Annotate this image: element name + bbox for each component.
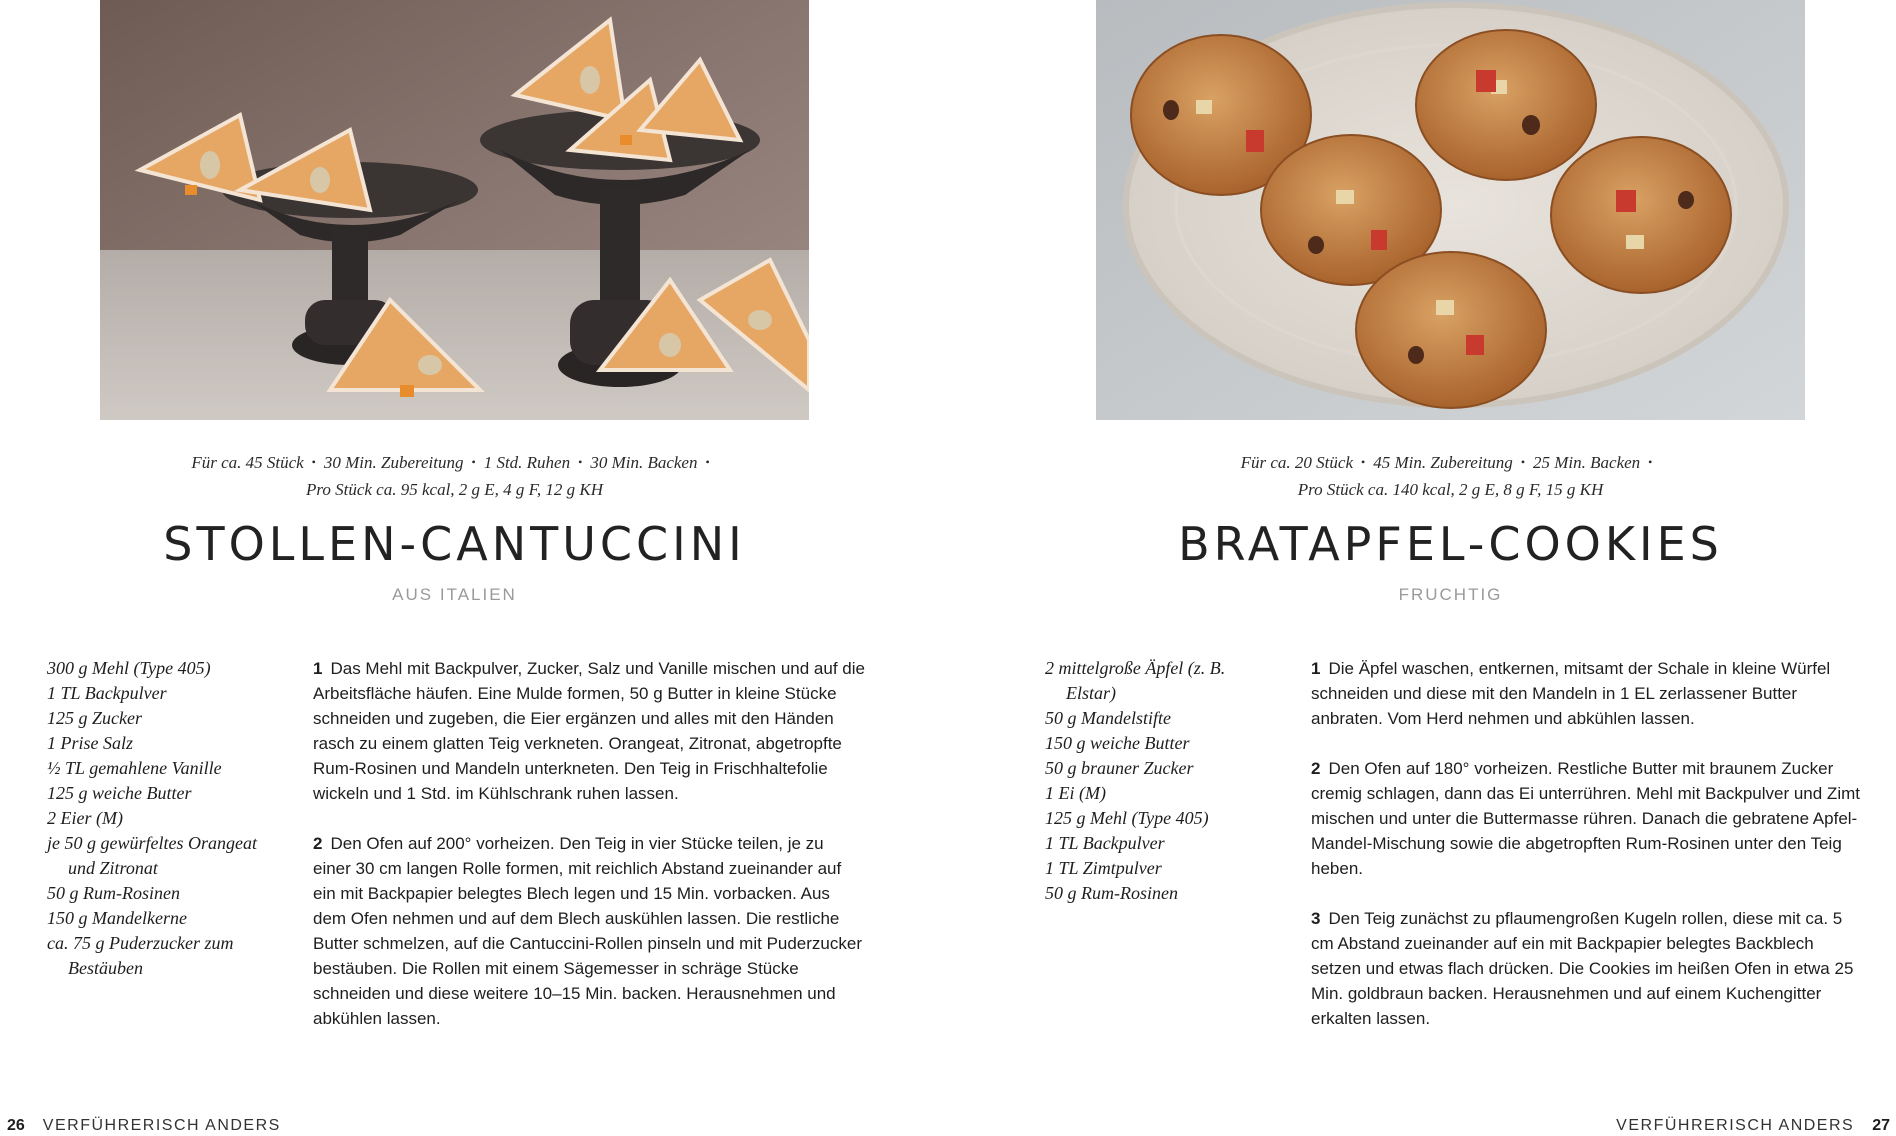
- step-number: 1: [313, 659, 323, 678]
- ingredient-item: 50 g Mandelstifte: [1045, 708, 1171, 728]
- ingredient-list: [1045, 656, 1275, 906]
- step-text: Den Ofen auf 200° vorheizen. Den Teig in vier Stücke teilen, je zu einer 30 cm langen Rolle formen, mit reichlich Abstand zueinander auf ein mit Backpapier belegtes Blech legen und 15 Min. vorbacken. Aus dem Ofen nehmen und auf dem Blech auskühlen lassen. Die restliche Butter schmelzen, auf die Cantuccini-Rollen pinseln und mit Puderzucker bestäuben. Die Rollen mit einem Sägemesser in schräge Stücke schneiden und diese weitere 10–15 Min. backen. Herausnehmen und abkühlen lassen.: [313, 834, 862, 1028]
- ingredient-item: 125 g Zucker: [47, 708, 142, 728]
- footer-label: VERFÜHRERISCH ANDERS: [1616, 1117, 1855, 1134]
- meta-separator: •: [1648, 455, 1653, 469]
- ingredient-item: 50 g Rum-Rosinen: [1045, 883, 1178, 903]
- meta-separator: •: [705, 455, 710, 469]
- instruction-step: [313, 656, 865, 806]
- ingredient-item: 1 Prise Salz: [47, 733, 134, 753]
- ingredient-item: 50 g brauner Zucker: [1045, 758, 1194, 778]
- meta-rest-time: 1 Std. Ruhen: [483, 453, 571, 472]
- footer-label: VERFÜHRERISCH ANDERS: [42, 1117, 281, 1134]
- step-number: 1: [1311, 659, 1321, 678]
- recipe-meta: [0, 450, 909, 502]
- ingredient-item: 1 TL Backpulver: [47, 683, 167, 703]
- cookies-photo: [1096, 0, 1805, 420]
- meta-separator: •: [471, 455, 476, 469]
- instruction-step: [313, 831, 865, 1031]
- step-text: Das Mehl mit Backpulver, Zucker, Salz und Vanille mischen und auf die Arbeitsfläche häufen. Eine Mulde formen, 50 g Butter in kleine Stücke schneiden und zugeben, die Eier ergänzen und alles mit den Händen rasch zu einem glatten Teig verkneten. Orangeat, Zitronat, abgetropfte Rum-Rosinen und Mandeln unterkneten. Den Teig in Frischhaltefolie wickeln und 1 Std. im Kühlschrank ruhen lassen.: [313, 659, 865, 803]
- meta-bake-time: 25 Min. Backen: [1533, 453, 1641, 472]
- ingredient-item: 125 g weiche Butter: [47, 783, 192, 803]
- cantuccini-photo: [100, 0, 809, 420]
- instruction-step: [1311, 756, 1863, 881]
- meta-line-1: [948, 450, 1896, 477]
- meta-nutrition: Pro Stück ca. 140 kcal, 2 g E, 8 g F, 15 g KH: [1297, 480, 1604, 499]
- ingredient-item: 2 Eier (M): [47, 808, 123, 828]
- instruction-step: [1311, 906, 1863, 1031]
- page-number: 26: [7, 1117, 25, 1134]
- cantuccini-photo-image: [100, 0, 809, 420]
- page-footer: [1616, 1116, 1890, 1136]
- recipe-meta: [948, 450, 1896, 502]
- step-text: Den Teig zunächst zu pflaumengroßen Kugeln rollen, diese mit ca. 5 cm Abstand zueinander auf ein mit Backpapier belegtes Backblech setzen und etwas flach drücken. Die Cookies im heißen Ofen in etwa 25 Min. goldbraun backen. Herausnehmen und auf einem Kuchengitter erkalten lassen.: [1311, 909, 1854, 1028]
- instruction-steps: [1311, 656, 1863, 1056]
- ingredient-item: ca. 75 g Puderzucker zum Bestäuben: [47, 933, 234, 978]
- ingredient-item: 50 g Rum-Rosinen: [47, 883, 180, 903]
- recipe-title: STOLLEN-CANTUCCINI: [163, 517, 746, 571]
- meta-nutrition: Pro Stück ca. 95 kcal, 2 g E, 4 g F, 12 g KH: [306, 480, 603, 499]
- meta-separator: •: [1360, 455, 1366, 469]
- ingredient-item: 1 Ei (M): [1045, 783, 1106, 803]
- instruction-step: [1311, 656, 1863, 731]
- meta-separator: •: [578, 455, 583, 469]
- ingredient-item: 1 TL Backpulver: [1045, 833, 1165, 853]
- meta-yield: Für ca. 45 Stück: [191, 453, 304, 472]
- ingredient-item: 125 g Mehl (Type 405): [1045, 808, 1209, 828]
- meta-prep-time: 30 Min. Zubereitung: [323, 453, 464, 472]
- page-number: 27: [1872, 1117, 1890, 1134]
- recipe-subtitle: AUS ITALIEN: [392, 585, 517, 604]
- instruction-steps: [313, 656, 865, 1056]
- recipe-title: BRATAPFEL-COOKIES: [1178, 517, 1723, 571]
- recipe-subtitle: FRUCHTIG: [1398, 585, 1503, 604]
- meta-bake-time: 30 Min. Backen: [590, 453, 698, 472]
- step-text: Den Ofen auf 180° vorheizen. Restliche Butter mit braunem Zucker cremig schlagen, dann das Ei unterrühren. Mehl mit Backpulver und Zimt mischen und unter die Buttermasse rühren. Danach die gebratene Apfel-Mandel-Mischung sowie die abgetropften Rum-Rosinen unter den Teig heben.: [1311, 759, 1860, 878]
- right-page: [948, 0, 1896, 1136]
- ingredient-item: 1 TL Zimtpulver: [1045, 858, 1162, 878]
- ingredient-item: 150 g Mandelkerne: [47, 908, 187, 928]
- step-number: 3: [1311, 909, 1321, 928]
- step-number: 2: [313, 834, 323, 853]
- ingredient-item: 150 g weiche Butter: [1045, 733, 1190, 753]
- ingredient-item: 300 g Mehl (Type 405): [47, 658, 211, 678]
- cookies-photo-image: [1096, 0, 1805, 420]
- meta-separator: •: [1520, 455, 1526, 469]
- meta-yield: Für ca. 20 Stück: [1240, 453, 1353, 472]
- meta-line-1: [0, 450, 909, 477]
- meta-separator: •: [311, 455, 316, 469]
- ingredient-item: je 50 g gewürfeltes Orangeat und Zitronat: [47, 833, 257, 878]
- ingredient-list: [47, 656, 282, 981]
- step-number: 2: [1311, 759, 1321, 778]
- ingredient-item: ½ TL gemahlene Vanille: [47, 758, 222, 778]
- ingredient-item: 2 mittelgroße Äpfel (z. B. Elstar): [1045, 658, 1226, 703]
- page-footer: [7, 1116, 281, 1136]
- meta-prep-time: 45 Min. Zubereitung: [1373, 453, 1513, 472]
- step-text: Die Äpfel waschen, entkernen, mitsamt der Schale in kleine Würfel schneiden und diese mit den Mandeln in 1 EL zerlassener Butter anbraten. Vom Herd nehmen und abkühlen lassen.: [1311, 659, 1831, 728]
